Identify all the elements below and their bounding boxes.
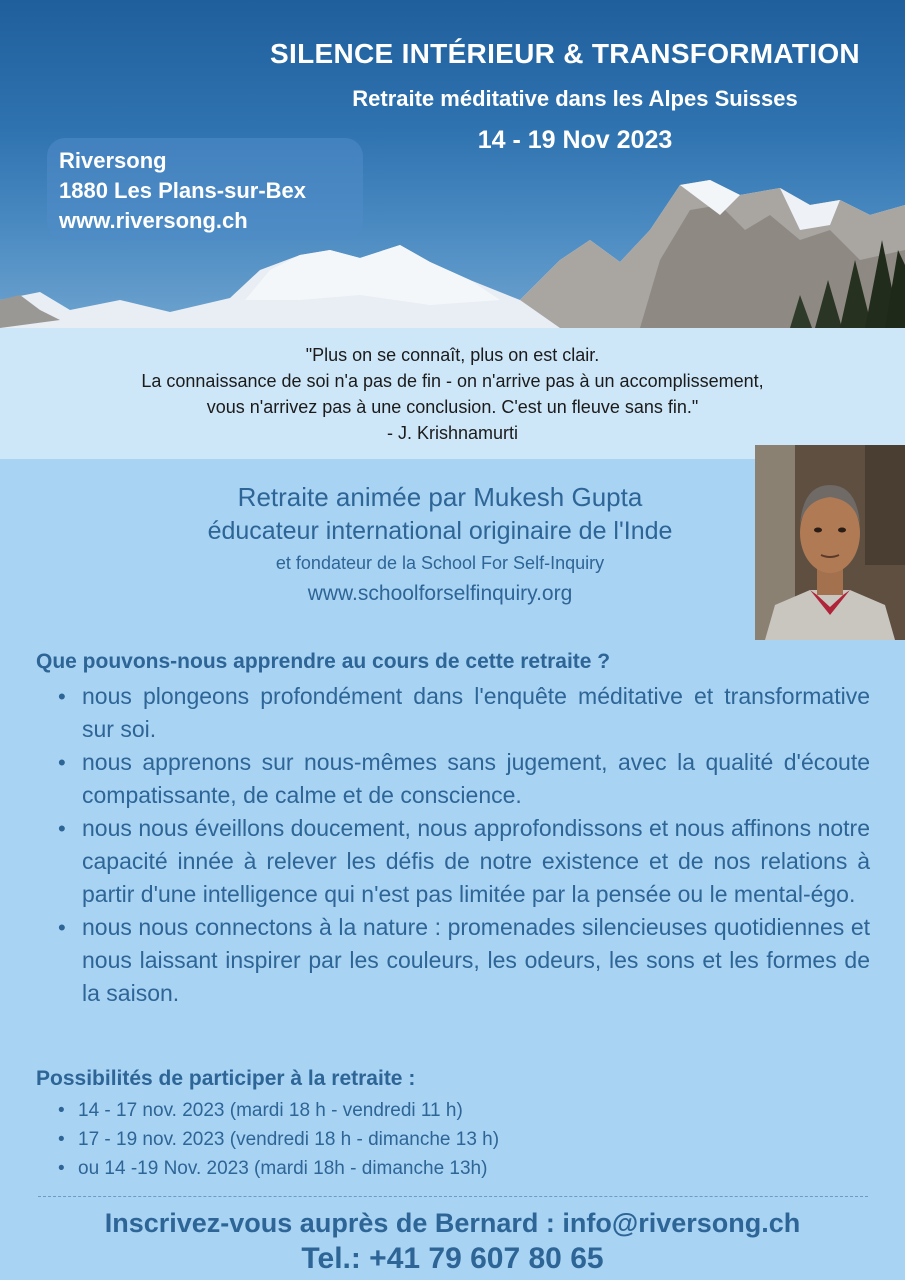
options-list xyxy=(56,1096,499,1183)
list-item: • nous plongeons profondément dans l'enquête méditative et transformative sur soi. xyxy=(56,680,870,746)
quote-band xyxy=(0,328,905,459)
quote-line: vous n'arrivez pas à une conclusion. C'est un fleuve sans fin." xyxy=(206,397,699,417)
venue-name: Riversong xyxy=(59,148,167,173)
presenter-website-link[interactable]: www.schoolforselfinquiry.org xyxy=(307,582,573,605)
learn-list xyxy=(56,680,870,1010)
presenter-role: éducateur international originaire de l'Inde xyxy=(207,517,673,545)
presenter-founder: et fondateur de la School For Self-Inquiry xyxy=(275,553,605,573)
header-banner xyxy=(0,0,905,328)
registration-contact[interactable]: Inscrivez-vous auprès de Bernard : info@riversong.ch xyxy=(104,1208,801,1238)
list-item: • nous nous éveillons doucement, nous approfondissons et nous affinons notre capacité innée à relever les défis de notre existence et de nos relations à partir d'une intelligence qui n'est pas limitée par la pensée ou le mental-égo. xyxy=(56,812,870,911)
venue-address: 1880 Les Plans-sur-Bex xyxy=(59,178,307,203)
dashed-divider xyxy=(38,1196,868,1197)
presenter-photo xyxy=(755,445,905,640)
list-item: • nous apprenons sur nous-mêmes sans jugement, avec la qualité d'écoute compatissante, de calme et de conscience. xyxy=(56,746,870,812)
venue-box xyxy=(47,138,363,240)
quote-line: "Plus on se connaît, plus on est clair. xyxy=(305,345,600,365)
presenter-name: Retraite animée par Mukesh Gupta xyxy=(237,482,643,512)
retreat-title: SILENCE INTÉRIEUR & TRANSFORMATION xyxy=(270,38,860,69)
list-item: • 17 - 19 nov. 2023 (vendredi 18 h - dimanche 13 h) xyxy=(56,1125,499,1154)
retreat-subtitle: Retraite méditative dans les Alpes Suisses xyxy=(352,86,798,111)
quote-author: - J. Krishnamurti xyxy=(386,423,519,443)
quote-line: La connaissance de soi n'a pas de fin - on n'arrive pas à un accomplissement, xyxy=(141,371,764,391)
list-item: • nous nous connectons à la nature : promenades silencieuses quotidiennes et nous laissant inspirer par les couleurs, les odeurs, les sons et les formes de la saison. xyxy=(56,911,870,1010)
options-heading: Possibilités de participer à la retraite : xyxy=(36,1067,416,1090)
venue-website-link[interactable]: www.riversong.ch xyxy=(59,208,248,233)
list-item: • ou 14 -19 Nov. 2023 (mardi 18h - dimanche 13h) xyxy=(56,1154,499,1183)
presenter-block xyxy=(120,480,760,610)
retreat-dates: 14 - 19 Nov 2023 xyxy=(477,126,673,154)
list-item: • 14 - 17 nov. 2023 (mardi 18 h - vendredi 11 h) xyxy=(56,1096,499,1125)
phone-number[interactable]: Tel.: +41 79 607 80 65 xyxy=(301,1242,604,1275)
learn-heading: Que pouvons-nous apprendre au cours de cette retraite ? xyxy=(36,650,611,673)
